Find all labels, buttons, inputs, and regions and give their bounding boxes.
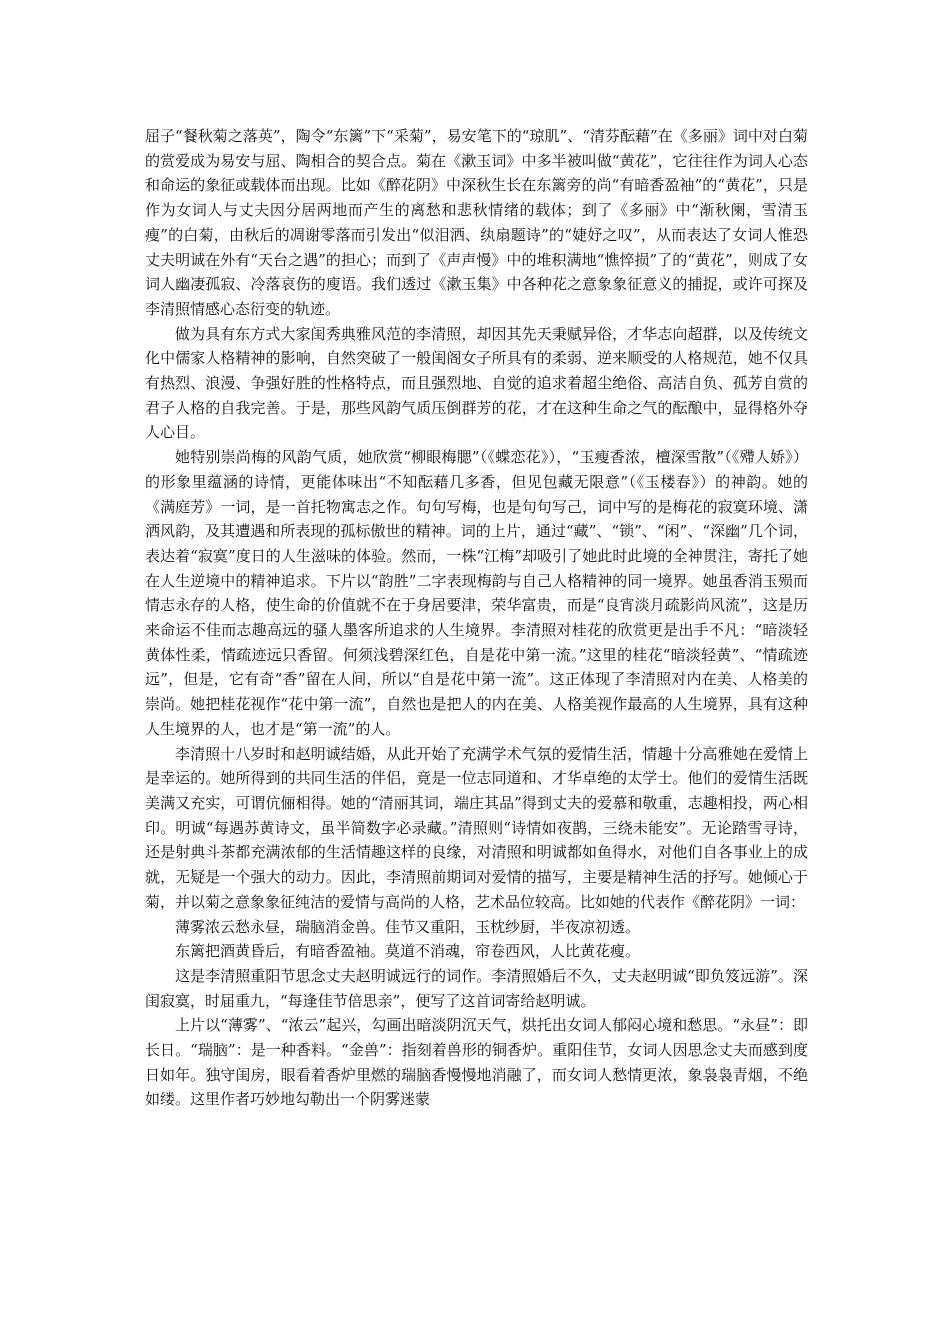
paragraph-4: 李清照十八岁时和赵明诚结婚，从此开始了充满学术气氛的爱情生活，情趣十分高雅她在爱情上是幸运的。她所得到的共同生活的伴侣，竟是一位志同道和、才华卓绝的太学士。他们的爱情生活既美满又充实，可谓伉俪相得。她的“清丽其词，端庄其品”得到丈夫的爱慕和敬重，志趣相投，两心相印。明诚“每遇苏黄诗文，虽半简数字必录藏。”清照则“诗情如夜鹊，三绕未能安”。无论踏雪寻诗，还是射典斗茶都充满浓郁的生活情趣这样的良缘，对清照和明诚都如鱼得水，对他们自各事业上的成就，无疑是一个强大的动力。因此，李清照前期词对爱情的描写，主要是精神生活的抒写。她倾心于菊，并以菊之意象象征纯洁的爱情与高尚的人格，艺术品位较高。比如她的代表作《醉花阴》一词： bbox=[145, 744, 808, 911]
paragraph-3: 她特别崇尚梅的风韵气质，她欣赏“柳眼梅腮”（《蝶恋花》），“玉瘦香浓，檀深雪散”（《殢人娇》）的形象里蕴涵的诗情，更能体味出“不知酝藉几多香，但见包藏无限意”（《玉楼春》）的神韵。她的《满庭芳》一词，是一首托物寓志之作。句句写梅，也是句句写己，词中写的是梅花的寂寞环境、潇洒风韵，及其遭遇和所表现的孤标傲世的精神。词的上片，通过“藏”、“锁”、“闲”、“深幽”几个词，表达着“寂寞”度日的人生滋味的体验。然而，一株“江梅”却吸引了她此时此境的全神贯注，寄托了她在人生逆境中的精神追求。下片以“韵胜”二字表现梅韵与自己人格精神的同一境界。她虽香消玉殒而情志永存的人格，使生命的价值就不在于身居要津，荣华富贵，而是“良宵淡月疏影尚风流”，这是历来命运不佳而志趣高远的骚人墨客所追求的人生境界。李清照对桂花的欣赏更是出手不凡：“暗淡轻黄体性柔，情疏迹远只香留。何须浅碧深红色，自是花中第一流。”这里的桂花“暗淡轻黄”、“情疏迹远”，但是，它有奇“香”留在人间，所以“自是花中第一流”。这正体现了李清照对内在美、人格美的崇尚。她把桂花视作“花中第一流”，自然也是把人的内在美、人格美视作最高的人生境界，具有这种人生境界的人，也才是“第一流”的人。 bbox=[145, 448, 808, 738]
poem-line-1: 薄雾浓云愁永昼，瑞脑消金兽。佳节又重阳，玉枕纱厨，半夜凉初透。 bbox=[175, 917, 641, 936]
document-body bbox=[145, 124, 808, 1112]
paragraph-2: 做为具有东方式大家闺秀典雅风范的李清照，却因其先天秉赋异俗，才华志向超群，以及传统文化中儒家人格精神的影响，自然突破了一般闺阁女子所具有的柔弱、逆来顺受的人格规范，她不仅具有热烈、浪漫、争强好胜的性格特点，而且强烈地、自觉的追求着超尘绝俗、高洁自负、孤芳自赏的君子人格的自我完善。于是，那些风韵气质压倒群芳的花，才在这种生命之气的酝酿中，显得格外夺人心目。 bbox=[145, 324, 808, 442]
poem-line-2: 东篱把酒黄昏后，有暗香盈袖。莫道不消魂，帘卷西风，人比黄花瘦。 bbox=[175, 942, 641, 961]
paragraph-5: 这是李清照重阳节思念丈夫赵明诚远行的词作。李清照婚后不久，丈夫赵明诚“即负笈远游”。深闺寂寞，时届重九，“每逢佳节倍思亲”，便写了这首词寄给赵明诚。 bbox=[145, 966, 808, 1010]
paragraph-6: 上片以“薄雾”、“浓云”起兴，勾画出暗淡阴沉天气，烘托出女词人郁闷心境和愁思。“永昼”：即长日。“瑞脑”：是一种香料。“金兽”：指刻着兽形的铜香炉。重阳佳节，女词人因思念丈夫而感到度日如年。独守闺房，眼看着香炉里燃的瑞脑香慢慢地消融了，而女词人愁情更浓，象袅袅青烟，不绝如缕。这里作者巧妙地勾勒出一个阴雾迷蒙 bbox=[145, 1016, 808, 1109]
paragraph-1: 屈子“餐秋菊之落英”，陶令“东篱”下“采菊”，易安笔下的“琼肌”、“清芬酝藉”在《多丽》词中对白菊的赏爱成为易安与屈、陶相合的契合点。菊在《漱玉词》中多半被叫做“黄花”，它往往作为词人心态和命运的象征或载体而出现。比如《醉花阴》中深秋生长在东篱旁的尚“有暗香盈袖”的“黄花”，只是作为女词人与丈夫因分居两地而产生的离愁和悲秋情绪的载体；到了《多丽》中“渐秋阑，雪清玉瘦”的白菊，由秋后的凋谢零落而引发出“似泪洒、纨扇题诗”的“婕妤之叹”，从而表达了女词人惟恐丈夫明诚在外有“天台之遇”的担心；而到了《声声慢》中的堆积满地“憔悴损”了的“黄花”，则成了女词人幽凄孤寂、冷落哀伤的廋语。我们透过《漱玉集》中各种花之意象象征意义的捕捉，或许可探及李清照情感心态衍变的轨迹。 bbox=[145, 127, 808, 318]
